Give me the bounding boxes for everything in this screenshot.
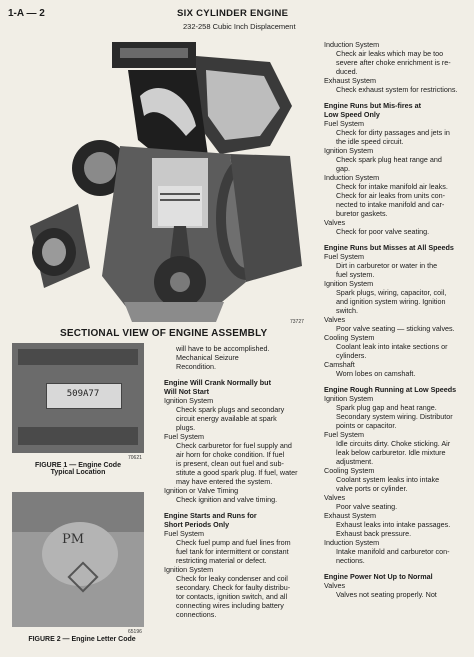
section-heading: Engine Will Crank Normally but xyxy=(164,378,271,387)
subsection-label: Ignition System xyxy=(324,279,374,288)
figure-1-caption-title: FIGURE 1 — Engine Code xyxy=(35,462,121,469)
body-text-line: Worn lobes on camshaft. xyxy=(336,369,416,378)
body-text-line: Check carburetor for fuel supply and xyxy=(176,441,292,450)
subsection-label: Ignition or Valve Timing xyxy=(164,486,239,495)
subsection-label: Cooling System xyxy=(324,333,375,342)
body-text-line: will have to be accomplished. xyxy=(176,344,270,353)
body-text-line: Idle circuits dirty. Choke sticking. Air xyxy=(336,439,451,448)
engine-code-photo xyxy=(12,343,144,453)
body-text-line: Intake manifold and carburetor con- xyxy=(336,547,450,556)
subsection-label: Fuel System xyxy=(324,430,364,439)
body-text-line: Exhaust back pressure. xyxy=(336,529,412,538)
body-text-line: connections. xyxy=(176,610,217,619)
subsection-label: Exhaust System xyxy=(324,511,376,520)
body-text-line: Spark plug gap and heat range. xyxy=(336,403,437,412)
spacer xyxy=(324,94,470,101)
section-heading: Engine Runs but Misses at All Speeds xyxy=(324,243,454,252)
body-text-line: points or capacitor. xyxy=(336,421,397,430)
subsection-label: Camshaft xyxy=(324,360,355,369)
body-text-line: circuit energy available at spark xyxy=(176,414,277,423)
body-text-line: buretor gaskets. xyxy=(336,209,388,218)
body-text-line: stitute a good spark plug. If fuel, water xyxy=(176,468,298,477)
figure-1-caption xyxy=(12,462,144,476)
subsection-label: Fuel System xyxy=(164,432,204,441)
body-text-line: duced. xyxy=(336,67,358,76)
subsection-label: Fuel System xyxy=(324,119,364,128)
body-text-line: and ignition system wiring. Ignition xyxy=(336,297,446,306)
body-text-line: severe after choke enrichment is re- xyxy=(336,58,451,67)
body-text-line: the idle speed circuit. xyxy=(336,137,404,146)
section-heading: Will Not Start xyxy=(164,387,210,396)
body-text-line: Secondary system wiring. Distributor xyxy=(336,412,453,421)
spacer xyxy=(324,565,470,572)
spacer xyxy=(164,371,314,378)
body-text-line: is present, clean out fuel and sub- xyxy=(176,459,284,468)
body-text-line: gap. xyxy=(336,164,350,173)
body-text-line: plugs. xyxy=(176,423,196,432)
body-text-line: nected to intake manifold and car- xyxy=(336,200,445,209)
body-text-line: fuel tank for intermittent or constant xyxy=(176,547,289,556)
section-heading: Engine Rough Running at Low Speeds xyxy=(324,385,457,394)
body-text-line: Check for intake manifold air leaks. xyxy=(336,182,448,191)
figure-number: 65196 xyxy=(128,629,142,635)
body-text-line: air horn for choke condition. If fuel xyxy=(176,450,285,459)
body-text-line: Check ignition and valve timing. xyxy=(176,495,278,504)
subsection-label: Induction System xyxy=(324,538,380,547)
subsection-label: Induction System xyxy=(324,40,380,49)
body-text-line: may have entered the system. xyxy=(176,477,273,486)
subsection-label: Induction System xyxy=(324,173,380,182)
body-text-line: Check exhaust system for restrictions. xyxy=(336,85,458,94)
body-text-line: Check for poor valve seating. xyxy=(336,227,430,236)
subsection-label: Ignition System xyxy=(324,146,374,155)
body-text-line: restricting material or defect. xyxy=(176,556,267,565)
subsection-label: Ignition System xyxy=(324,394,374,403)
page-title: SIX CYLINDER ENGINE xyxy=(177,8,289,19)
body-text-line: connecting wires including battery xyxy=(176,601,284,610)
figure-number: 70621 xyxy=(128,455,142,461)
body-text-line: valve ports or cylinder. xyxy=(336,484,408,493)
subsection-label: Fuel System xyxy=(324,252,364,261)
body-text-line: fuel system. xyxy=(336,270,375,279)
body-text-line: switch. xyxy=(336,306,358,315)
body-text-line: Recondition. xyxy=(176,362,216,371)
body-text-line: secondary. Check for faulty distribu- xyxy=(176,583,291,592)
middle-text-column xyxy=(164,344,314,619)
body-text-line: Mechanical Seizure xyxy=(176,353,239,362)
body-text-line: Exhaust leaks into intake passages. xyxy=(336,520,451,529)
spacer xyxy=(324,236,470,243)
spacer xyxy=(164,504,314,511)
body-text-line: Check for leaky condenser and coil xyxy=(176,574,288,583)
figure-caption: SECTIONAL VIEW OF ENGINE ASSEMBLY xyxy=(60,328,268,339)
body-text-line: Check spark plug heat range and xyxy=(336,155,442,164)
subsection-label: Ignition System xyxy=(164,565,214,574)
body-text-line: Spark plugs, wiring, capacitor, coil, xyxy=(336,288,447,297)
spacer xyxy=(324,378,470,385)
body-text-line: Coolant leak into intake sections or xyxy=(336,342,448,351)
body-text-line: leak below carburetor. Idle mixture xyxy=(336,448,446,457)
engine-code-stamp: 509A77 xyxy=(66,389,100,399)
subsection-label: Valves xyxy=(324,315,346,324)
section-heading: Engine Starts and Runs for xyxy=(164,511,257,520)
body-text-line: tor contacts, ignition switch, and all xyxy=(176,592,288,601)
body-text-line: Check for air leaks from units con- xyxy=(336,191,446,200)
section-heading: Short Periods Only xyxy=(164,520,230,529)
section-heading: Engine Power Not Up to Normal xyxy=(324,572,433,581)
subsection-label: Valves xyxy=(324,581,346,590)
figure-number: 73727 xyxy=(290,319,304,325)
section-heading: Engine Runs but Mis-fires at xyxy=(324,101,422,110)
body-text-line: Check air leaks which may be too xyxy=(336,49,444,58)
body-text-line: Poor valve seating. xyxy=(336,502,398,511)
page-subtitle: 232-258 Cubic Inch Displacement xyxy=(183,22,296,31)
subsection-label: Exhaust System xyxy=(324,76,376,85)
body-text-line: Poor valve seating — sticking valves. xyxy=(336,324,455,333)
subsection-label: Cooling System xyxy=(324,466,375,475)
body-text-line: Coolant system leaks into intake xyxy=(336,475,440,484)
subsection-label: Ignition System xyxy=(164,396,214,405)
figure-2-caption: FIGURE 2 — Engine Letter Code xyxy=(28,636,136,643)
page-number: 1-A — 2 xyxy=(8,8,45,19)
subsection-label: Valves xyxy=(324,218,346,227)
engine-letter-code-stamp: PM xyxy=(62,532,85,547)
body-text-line: Dirt in carburetor or water in the xyxy=(336,261,438,270)
body-text-line: Check fuel pump and fuel lines from xyxy=(176,538,291,547)
body-text-line: Check for dirty passages and jets in xyxy=(336,128,450,137)
figure-1-caption-subtitle: Typical Location xyxy=(50,469,106,476)
body-text-line: Valves not seating properly. Not xyxy=(336,590,437,599)
engine-letter-code-photo xyxy=(12,492,144,627)
section-heading: Low Speed Only xyxy=(324,110,380,119)
right-text-column xyxy=(324,40,470,599)
body-text-line: adjustment. xyxy=(336,457,374,466)
body-text-line: nections. xyxy=(336,556,365,565)
subsection-label: Valves xyxy=(324,493,346,502)
engine-sectional-illustration xyxy=(20,36,316,324)
body-text-line: Check spark plugs and secondary xyxy=(176,405,285,414)
subsection-label: Fuel System xyxy=(164,529,204,538)
body-text-line: cylinders. xyxy=(336,351,367,360)
